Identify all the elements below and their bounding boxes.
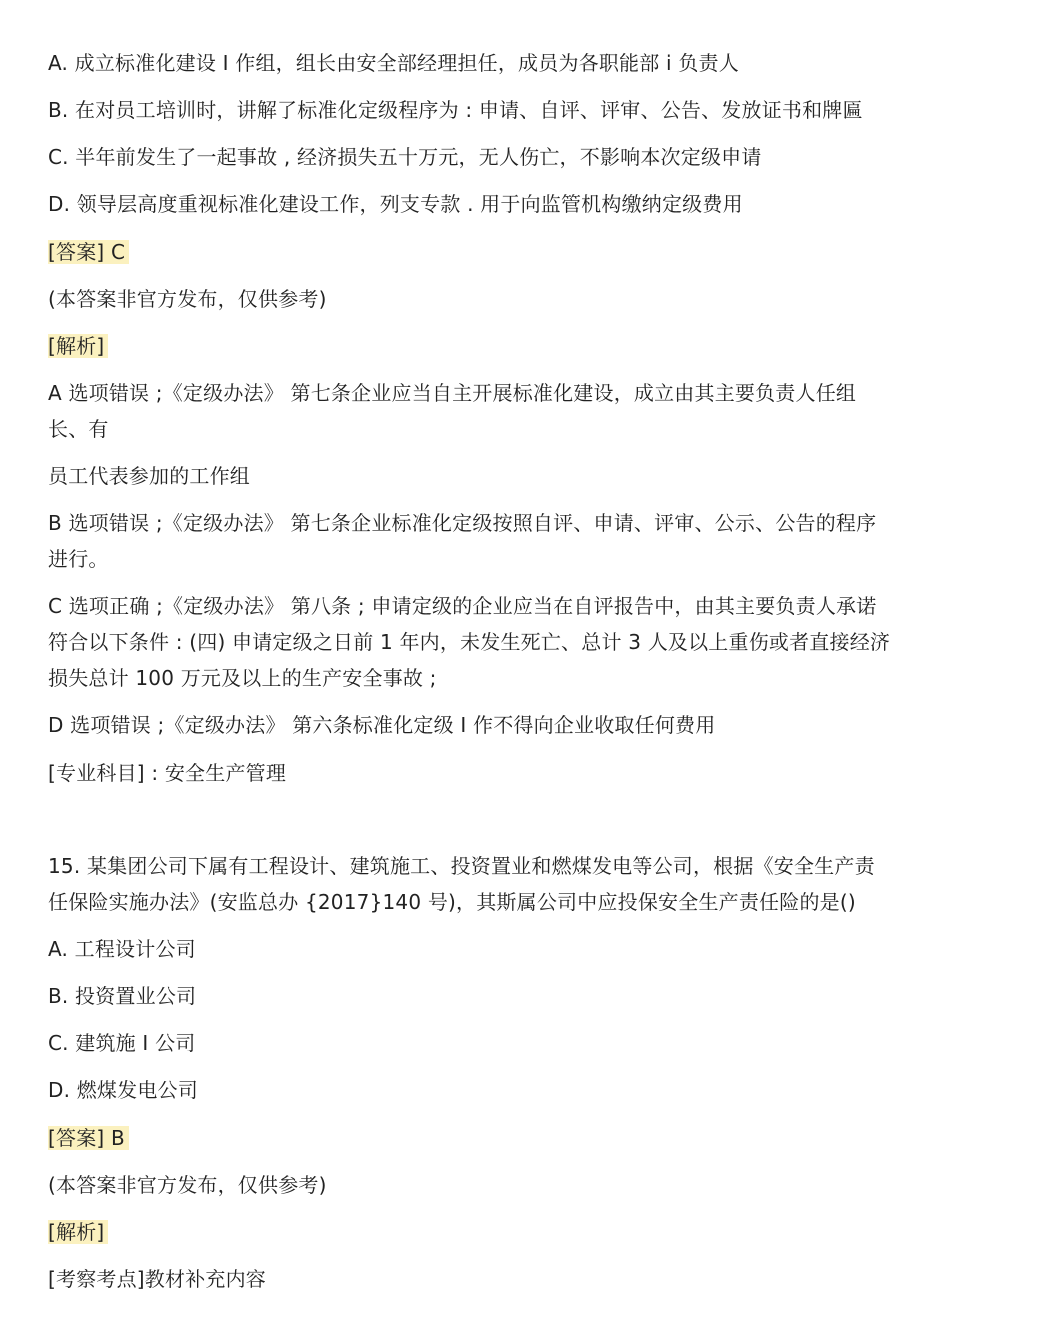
q14-analysis-line: 员工代表参加的工作组 xyxy=(48,464,250,488)
q14-analysis-line: C 选项正确 ;《定级办法》 第八条 ; 申请定级的企业应当在自评报告中，由其主要负责人承诺 xyxy=(48,594,877,618)
q14-analysis-label xyxy=(48,328,108,364)
q14-analysis-label-text: [解析] xyxy=(48,334,108,358)
q15-question-line: 任保险实施办法》(安监总办 {2017}140 号)，其斯属公司中应投保安全生产责任险的是() xyxy=(48,890,856,914)
q14-option-c: C. 半年前发生了一起事故 , 经济损失五十万元，无人伤亡，不影响本次定级申请 xyxy=(48,145,762,169)
q15-answer-text: [答案] B xyxy=(48,1126,129,1150)
q14-disclaimer: (本答案非官方发布，仅供参考) xyxy=(48,287,327,311)
q14-answer xyxy=(48,234,129,270)
q14-option-b: B. 在对员工培训时，讲解了标准化定级程序为 : 申请、自评、评审、公告、发放证书和牌匾 xyxy=(48,98,863,122)
q15-option-c: C. 建筑施 I 公司 xyxy=(48,1031,196,1055)
q14-analysis-line: 进行。 xyxy=(48,547,109,571)
q14-option-d: D. 领导层高度重视标准化建设工作，列支专款 . 用于向监管机构缴纳定级费用 xyxy=(48,192,743,216)
q15-question-line: 15. 某集团公司下属有工程设计、建筑施工、投资置业和燃煤发电等公司，根据《安全生产责 xyxy=(48,854,875,878)
q15-answer xyxy=(48,1120,129,1156)
q15-analysis-label-text: [解析] xyxy=(48,1220,108,1244)
q14-analysis-line: D 选项错误 ;《定级办法》 第六条标准化定级 I 作不得向企业收取任何费用 xyxy=(48,713,716,737)
q15-analysis-label xyxy=(48,1214,108,1250)
q14-analysis-line: B 选项错误 ;《定级办法》 第七条企业标准化定级按照自评、申请、评审、公示、公告的程序 xyxy=(48,511,877,535)
q14-option-a: A. 成立标准化建设 I 作组，组长由安全部经理担任，成员为各职能部 i 负责人 xyxy=(48,51,739,75)
q14-analysis-line: A 选项错误 ;《定级办法》 第七条企业应当自主开展标准化建设，成立由其主要负责人任组 xyxy=(48,381,857,405)
q15-exam-point: [考察考点]教材补充内容 xyxy=(48,1267,267,1291)
q15-disclaimer: (本答案非官方发布，仅供参考) xyxy=(48,1173,327,1197)
q14-analysis-line: 损失总计 100 万元及以上的生产安全事故 ; xyxy=(48,666,437,690)
q15-option-d: D. 燃煤发电公司 xyxy=(48,1078,198,1102)
q14-answer-text: [答案] C xyxy=(48,240,129,264)
q14-analysis-line: 符合以下条件 : (四) 申请定级之日前 1 年内，未发生死亡、总计 3 人及以上重伤或者直接经济 xyxy=(48,630,891,654)
q14-subject: [专业科目] : 安全生产管理 xyxy=(48,761,287,785)
q15-option-a: A. 工程设计公司 xyxy=(48,937,196,961)
q14-analysis-line: 长、有 xyxy=(48,417,109,441)
q15-option-b: B. 投资置业公司 xyxy=(48,984,197,1008)
